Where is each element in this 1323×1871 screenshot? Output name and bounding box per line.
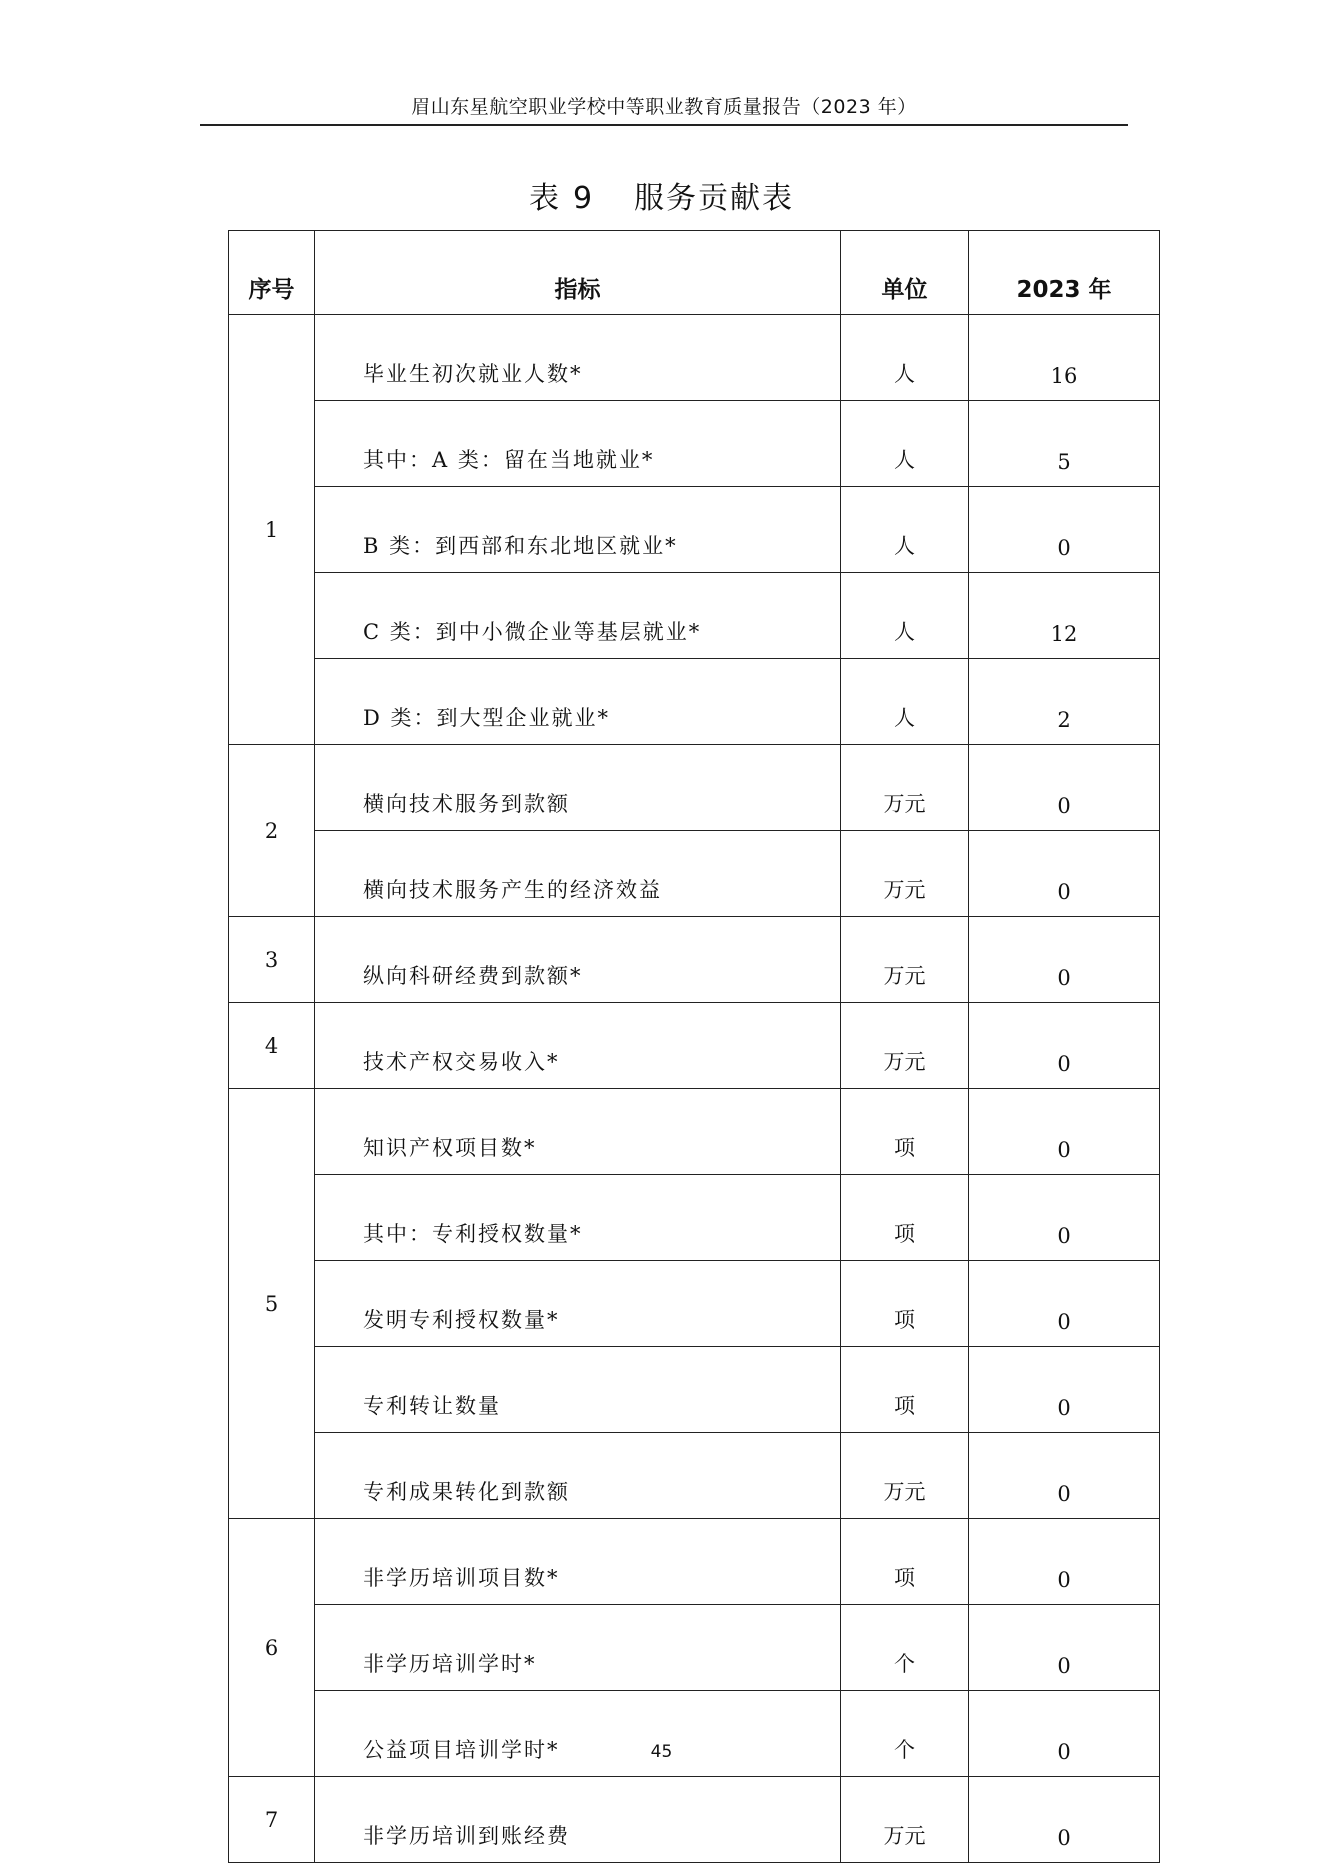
value-cell: 16 (969, 315, 1160, 401)
unit-cell: 人 (841, 401, 969, 487)
table-row (229, 1691, 1160, 1777)
table-row (229, 1003, 1160, 1089)
unit-cell: 万元 (841, 1777, 969, 1863)
indicator-cell: 专利成果转化到款额 (315, 1433, 841, 1519)
row-seq-cell: 2 (229, 745, 315, 917)
column-header-unit: 单位 (841, 231, 969, 315)
indicator-cell: 其中：专利授权数量* (315, 1175, 841, 1261)
unit-cell: 万元 (841, 745, 969, 831)
table-row (229, 659, 1160, 745)
indicator-cell: C 类：到中小微企业等基层就业* (315, 573, 841, 659)
table-title-prefix: 表 (528, 181, 561, 216)
table-body (229, 315, 1160, 1863)
indicator-cell: 毕业生初次就业人数* (315, 315, 841, 401)
unit-cell: 项 (841, 1519, 969, 1605)
value-cell: 0 (969, 1175, 1160, 1261)
unit-cell: 个 (841, 1691, 969, 1777)
column-header-indicator: 指标 (315, 231, 841, 315)
table-title-number: 9 (572, 181, 595, 216)
value-cell: 0 (969, 917, 1160, 1003)
value-cell: 5 (969, 401, 1160, 487)
unit-cell: 万元 (841, 831, 969, 917)
value-cell: 0 (969, 1433, 1160, 1519)
unit-cell: 个 (841, 1605, 969, 1691)
service-contribution-table (228, 230, 1160, 1863)
value-cell: 0 (969, 831, 1160, 917)
indicator-cell: 非学历培训到账经费 (315, 1777, 841, 1863)
row-seq-cell: 1 (229, 315, 315, 745)
page-header: 眉山东星航空职业学校中等职业教育质量报告（2023 年） (411, 96, 917, 118)
table-row (229, 401, 1160, 487)
row-seq-cell: 3 (229, 917, 315, 1003)
table-row (229, 1261, 1160, 1347)
unit-cell: 项 (841, 1175, 969, 1261)
indicator-cell: D 类：到大型企业就业* (315, 659, 841, 745)
row-seq-cell: 6 (229, 1519, 315, 1777)
row-seq-cell: 7 (229, 1777, 315, 1863)
indicator-cell: 横向技术服务到款额 (315, 745, 841, 831)
unit-cell: 项 (841, 1261, 969, 1347)
value-cell: 0 (969, 1261, 1160, 1347)
row-seq-cell: 5 (229, 1089, 315, 1519)
indicator-cell: 专利转让数量 (315, 1347, 841, 1433)
column-header-year: 2023 年 (969, 231, 1160, 315)
value-cell: 0 (969, 745, 1160, 831)
table-title (0, 173, 1323, 217)
table-row (229, 917, 1160, 1003)
unit-cell: 项 (841, 1089, 969, 1175)
unit-cell: 人 (841, 573, 969, 659)
table-row (229, 487, 1160, 573)
page-number: 45 (650, 1742, 673, 1762)
unit-cell: 人 (841, 315, 969, 401)
value-cell: 0 (969, 1003, 1160, 1089)
unit-cell: 万元 (841, 917, 969, 1003)
indicator-cell: 知识产权项目数* (315, 1089, 841, 1175)
value-cell: 0 (969, 1605, 1160, 1691)
table-row (229, 1519, 1160, 1605)
table-row (229, 1777, 1160, 1863)
table-row (229, 573, 1160, 659)
value-cell: 0 (969, 1347, 1160, 1433)
table-row (229, 315, 1160, 401)
unit-cell: 项 (841, 1347, 969, 1433)
indicator-cell: 其中：A 类：留在当地就业* (315, 401, 841, 487)
value-cell: 12 (969, 573, 1160, 659)
unit-cell: 万元 (841, 1433, 969, 1519)
header-divider (200, 124, 1128, 126)
table-title-name: 服务贡献表 (634, 181, 795, 216)
value-cell: 0 (969, 1089, 1160, 1175)
table-row (229, 745, 1160, 831)
indicator-cell: 公益项目培训学时* (315, 1691, 841, 1777)
indicator-cell: 非学历培训项目数* (315, 1519, 841, 1605)
table-row (229, 1175, 1160, 1261)
value-cell: 2 (969, 659, 1160, 745)
table-row (229, 1433, 1160, 1519)
indicator-cell: 横向技术服务产生的经济效益 (315, 831, 841, 917)
table-row (229, 1347, 1160, 1433)
indicator-cell: B 类：到西部和东北地区就业* (315, 487, 841, 573)
value-cell: 0 (969, 1691, 1160, 1777)
value-cell: 0 (969, 487, 1160, 573)
value-cell: 0 (969, 1777, 1160, 1863)
indicator-cell: 发明专利授权数量* (315, 1261, 841, 1347)
table-header-row (229, 231, 1160, 315)
indicator-cell: 技术产权交易收入* (315, 1003, 841, 1089)
unit-cell: 人 (841, 487, 969, 573)
unit-cell: 万元 (841, 1003, 969, 1089)
row-seq-cell: 4 (229, 1003, 315, 1089)
table-row (229, 1605, 1160, 1691)
indicator-cell: 非学历培训学时* (315, 1605, 841, 1691)
value-cell: 0 (969, 1519, 1160, 1605)
column-header-seq: 序号 (229, 231, 315, 315)
indicator-cell: 纵向科研经费到款额* (315, 917, 841, 1003)
table-row (229, 831, 1160, 917)
table-row (229, 1089, 1160, 1175)
unit-cell: 人 (841, 659, 969, 745)
